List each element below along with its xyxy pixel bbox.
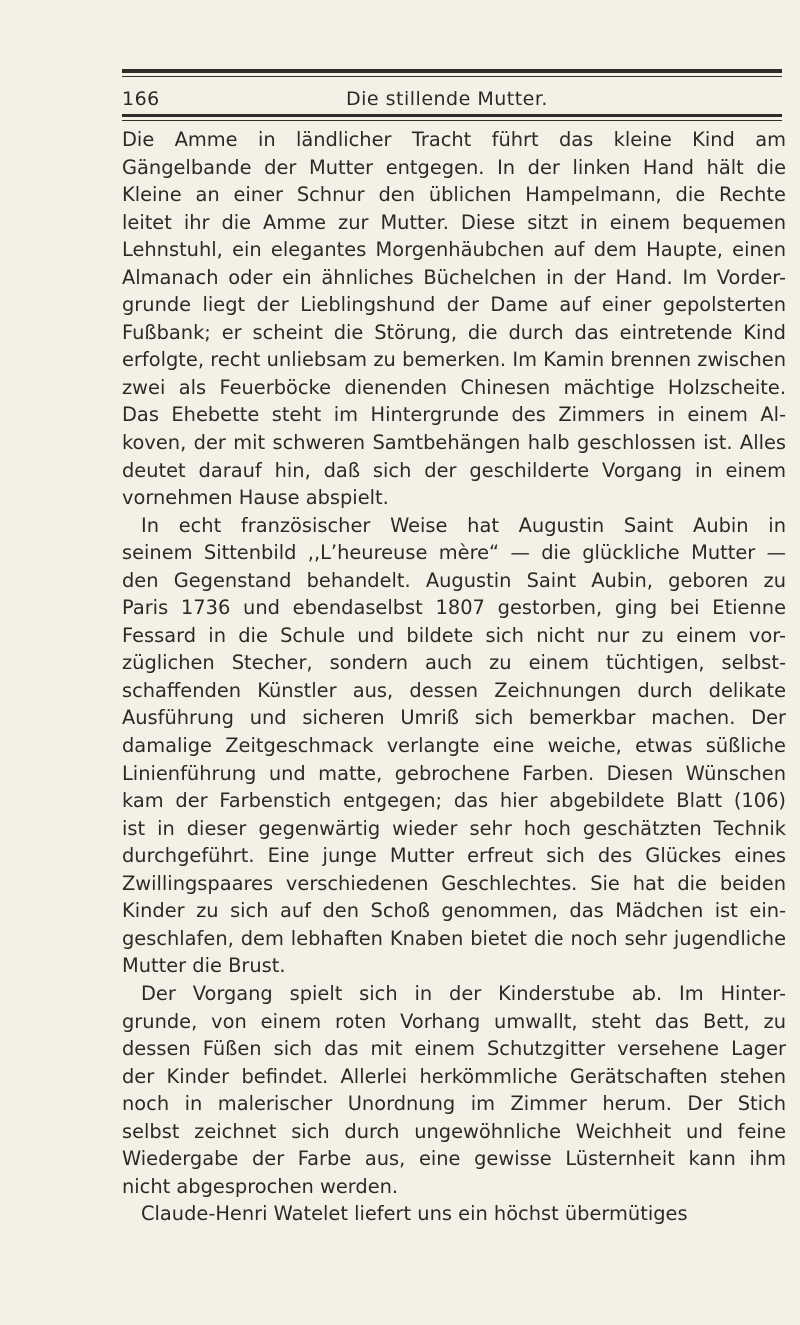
- text-line: Almanach oder ein ähnliches Büchelchen in der Hand. Im Vorder-: [122, 265, 786, 289]
- text-line: Kleine an einer Schnur den üblichen Hampelmann, die Rechte: [122, 183, 786, 207]
- text-line: koven, der mit schweren Samtbehängen halb geschlossen ist. Alles: [122, 431, 786, 455]
- text-line: Fessard in die Schule und bildete sich nicht nur zu einem vor-: [122, 623, 786, 647]
- text-line: grunde liegt der Lieblingshund der Dame auf einer gepolsterten: [122, 293, 786, 317]
- text-line: In echt französischer Weise hat Augustin Saint Aubin in: [141, 513, 786, 537]
- paragraph: [122, 126, 786, 512]
- header-rule-bottom: [122, 114, 782, 117]
- page-number: 166: [122, 88, 160, 110]
- text-line: Gängelbande der Mutter entgegen. In der linken Hand hält die: [122, 155, 786, 179]
- body-text: [122, 126, 786, 1228]
- text-line: Die Amme in ländlicher Tracht führt das kleine Kind am: [122, 128, 786, 151]
- text-line: erfolgte, recht unliebsam zu bemerken. Im Kamin brennen zwischen: [122, 348, 786, 372]
- text-line: Mutter die Brust.: [122, 954, 286, 978]
- text-line: züglichen Stecher, sondern auch zu einem tüchtigen, selbst-: [122, 651, 786, 675]
- text-line: selbst zeichnet sich durch ungewöhnliche Weichheit und feine: [122, 1119, 786, 1143]
- paragraph: [122, 1200, 786, 1228]
- text-line: ist in dieser gegenwärtig wieder sehr hoch geschätzten Technik: [122, 816, 786, 840]
- text-line: Zwillingspaares verschiedenen Geschlechtes. Sie hat die beiden: [122, 871, 786, 895]
- header-rule-bottom-thin: [122, 120, 782, 121]
- header-rule-top: [122, 69, 782, 73]
- text-line: Paris 1736 und ebendaselbst 1807 gestorben, ging bei Etienne: [122, 596, 786, 620]
- running-title: Die stillende Mutter.: [346, 88, 548, 110]
- text-line: deutet darauf hin, daß sich der geschilderte Vorgang in einem: [122, 458, 786, 482]
- text-line: Lehnstuhl, ein elegantes Morgenhäubchen auf dem Haupte, einen: [122, 238, 786, 262]
- text-line: seinem Sittenbild ,,L’heureuse mère“ — die glückliche Mutter —: [122, 541, 786, 565]
- text-line: leitet ihr die Amme zur Mutter. Diese sitzt in einem bequemen: [122, 210, 786, 234]
- text-line: Wiedergabe der Farbe aus, eine gewisse Lüsternheit kann ihm: [122, 1147, 786, 1171]
- text-line: der Kinder befindet. Allerlei herkömmliche Gerätschaften stehen: [122, 1064, 786, 1088]
- text-line: Ausführung und sicheren Umriß sich bemerkbar machen. Der: [122, 706, 786, 730]
- text-line: grunde, von einem roten Vorhang umwallt, steht das Bett, zu: [122, 1009, 786, 1033]
- text-line: den Gegenstand behandelt. Augustin Saint Aubin, geboren zu: [122, 568, 786, 592]
- text-line: vornehmen Hause abspielt.: [122, 486, 389, 510]
- text-line: nicht abgesprochen werden.: [122, 1174, 399, 1198]
- text-line: damalige Zeitgeschmack verlangte eine weiche, etwas süßliche: [122, 734, 786, 758]
- text-line: Kinder zu sich auf den Schoß genommen, das Mädchen ist ein-: [122, 899, 786, 923]
- running-header: [122, 82, 782, 112]
- text-line: Claude-Henri Watelet liefert uns ein höchst übermütiges: [141, 1202, 688, 1226]
- text-line: Der Vorgang spielt sich in der Kinderstube ab. Im Hinter-: [141, 981, 786, 1005]
- text-line: zwei als Feuerböcke dienenden Chinesen mächtige Holzscheite.: [122, 375, 786, 399]
- text-line: schaffenden Künstler aus, dessen Zeichnungen durch delikate: [122, 678, 786, 702]
- paragraph: [122, 512, 786, 980]
- paragraph: [122, 980, 786, 1200]
- text-line: geschlafen, dem lebhaften Knaben bietet die noch sehr jugendliche: [122, 926, 786, 950]
- text-line: durchgeführt. Eine junge Mutter erfreut sich des Glückes eines: [122, 844, 786, 868]
- header-rule-top-thin: [122, 76, 782, 77]
- text-line: Das Ehebette steht im Hintergrunde des Zimmers in einem Al-: [122, 403, 786, 427]
- text-line: kam der Farbenstich entgegen; das hier abgebildete Blatt (106): [122, 789, 786, 813]
- text-line: Linienführung und matte, gebrochene Farben. Diesen Wünschen: [122, 761, 786, 785]
- text-line: dessen Füßen sich das mit einem Schutzgitter versehene Lager: [122, 1037, 786, 1061]
- text-line: Fußbank; er scheint die Störung, die durch das eintretende Kind: [122, 320, 786, 344]
- text-line: noch in malerischer Unordnung im Zimmer herum. Der Stich: [122, 1092, 786, 1116]
